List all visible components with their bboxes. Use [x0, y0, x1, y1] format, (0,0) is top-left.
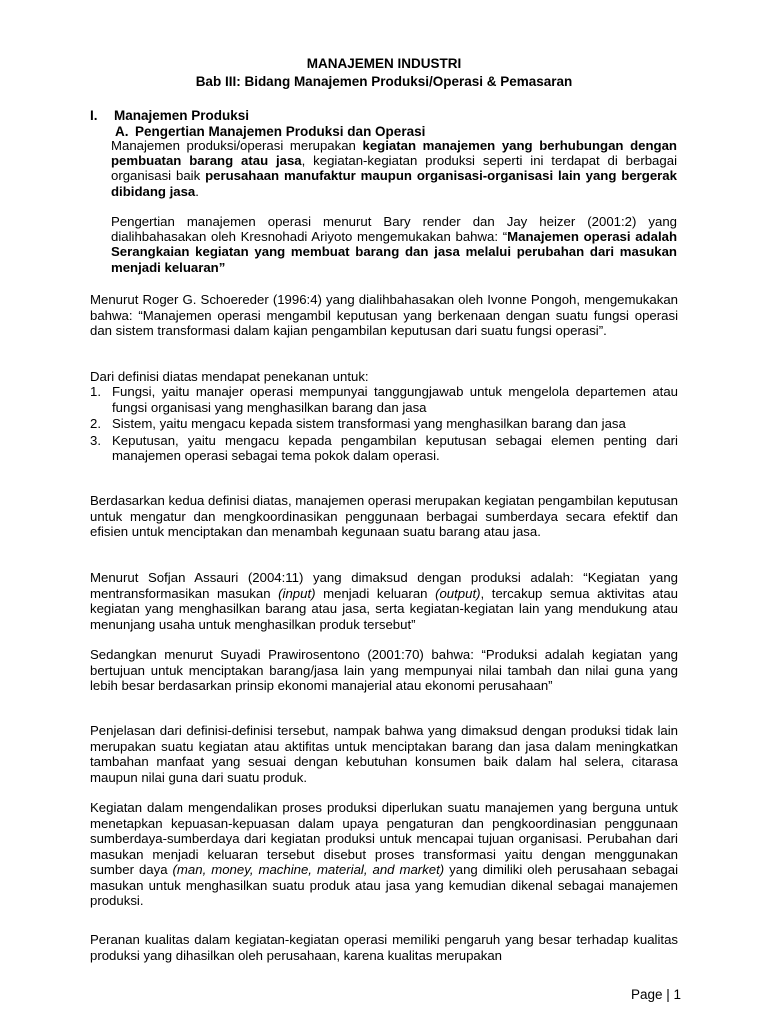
paragraph-quality: Peranan kualitas dalam kegiatan-kegiatan operasi memiliki pengaruh yang besar terhadap kualitas produksi yang dihasilkan oleh perusahaan, karena kualitas merupakan	[90, 932, 678, 963]
paragraph-prawirosentono: Sedangkan menurut Suyadi Prawirosentono (2001:70) bahwa: “Produksi adalah kegiatan yang bertujuan untuk menciptakan barang/jasa lain yang mempunyai nilai tambah dan nilai guna yang lebih besar berdasarkan prinsip ekonomi manajerial atau ekonomi perusahaan”	[90, 647, 678, 693]
section-label: Manajemen Produksi	[114, 108, 250, 123]
list-item-number: 2.	[90, 416, 101, 431]
list-item-text: Sistem, yaitu mengacu kepada sistem transformasi yang menghasilkan barang dan jasa	[112, 416, 626, 431]
chapter-subtitle: Bab III: Bidang Manajemen Produksi/Operasi & Pemasaran	[195, 74, 573, 89]
subsection-number: A.	[115, 124, 129, 139]
list-item	[90, 416, 678, 432]
emphasis-list	[90, 384, 678, 465]
document-title: MANAJEMEN INDUSTRI	[306, 56, 462, 71]
list-item-text: Keputusan, yaitu mengacu kepada pengambilan keputusan sebagai elemen penting dari manajemen operasi sebagai tema pokok dalam operasi.	[112, 432, 678, 463]
page-number: Page | 1	[630, 987, 681, 1002]
section-number: I.	[90, 108, 98, 123]
section-heading	[90, 108, 249, 123]
paragraph-list-intro: Dari definisi diatas mendapat penekanan untuk:	[90, 369, 369, 384]
list-item-number: 3.	[90, 432, 101, 448]
paragraph-definition-operations: Pengertian manajemen operasi menurut Bary render dan Jay heizer (2001:2) yang dialihbahasakan oleh Kresnohadi Ariyoto mengemukakan bahwa: “Manajemen operasi adalah Serangkaian kegiatan yang membuat barang dan jasa melalui perubahan dari masukan menjadi keluaran”	[111, 214, 677, 275]
paragraph-process-control: Kegiatan dalam mengendalikan proses produksi diperlukan suatu manajemen yang berguna untuk menetapkan kepuasan-kepuasan dalam upaya pengaturan dan pengkoordinasian penggunaan sumberdaya-sumberdaya dari kegiatan produksi untuk mencapai tujuan organisasi. Perubahan dari masukan menjadi keluaran tersebut disebut proses transformasi yaitu dengan menggunakan sumber daya (man, money, machine, material, and market) yang dimiliki oleh perusahaan sebagai masukan untuk menghasilkan suatu produk atau jasa yang kemudian dikenal sebagai manajemen produksi.	[90, 800, 678, 908]
list-item	[90, 433, 678, 464]
list-item-text: Fungsi, yaitu manajer operasi mempunyai tanggungjawab untuk mengelola departemen atau fungsi organisasi yang menghasilkan barang dan jasa	[112, 384, 678, 415]
paragraph-explanation: Penjelasan dari definisi-definisi tersebut, nampak bahwa yang dimaksud dengan produksi tidak lain merupakan suatu kegiatan atau aktifitas untuk menciptakan barang dan jasa dalam meningkatkan tambahan manfaat yang sesuai dengan kebutuhan konsumen baik dalam hal selera, citarasa maupun nilai guna dari suatu produk.	[90, 723, 678, 785]
paragraph-summary: Berdasarkan kedua definisi diatas, manajemen operasi merupakan kegiatan pengambilan keputusan untuk mengatur dan mengkoordinasikan penggunaan berbagai sumberdaya secara efektif dan efisien untuk menciptakan dan menambah kegunaan suatu barang atau jasa.	[90, 493, 678, 539]
subsection-heading	[115, 124, 425, 139]
list-item-number: 1.	[90, 384, 101, 399]
paragraph-definition-production: Manajemen produksi/operasi merupakan kegiatan manajemen yang berhubungan dengan pembuatan barang atau jasa, kegiatan-kegiatan produksi seperti ini terdapat di berbagai organisasi baik perusahaan manufaktur maupun organisasi-organisasi lain yang bergerak dibidang jasa.	[111, 138, 677, 199]
list-item	[90, 384, 678, 415]
paragraph-assauri: Menurut Sofjan Assauri (2004:11) yang dimaksud dengan produksi adalah: “Kegiatan yang mentransformasikan masukan (input) menjadi keluaran (output), tercakup semua aktivitas atau kegiatan yang menghasilkan barang atau jasa, serta kegiatan-kegiatan lain yang mendukung atau menunjang usaha untuk menghasilkan produk tersebut”	[90, 570, 678, 632]
subsection-label: Pengertian Manajemen Produksi dan Operasi	[135, 124, 426, 139]
paragraph-schroeder: Menurut Roger G. Schoereder (1996:4) yang dialihbahasakan oleh Ivonne Pongoh, mengemukakan bahwa: “Manajemen operasi mengambil keputusan yang berkenaan dengan suatu fungsi operasi dan sistem transformasi dalam kajian pengambilan keputusan dari suatu fungsi operasi”.	[90, 292, 678, 338]
